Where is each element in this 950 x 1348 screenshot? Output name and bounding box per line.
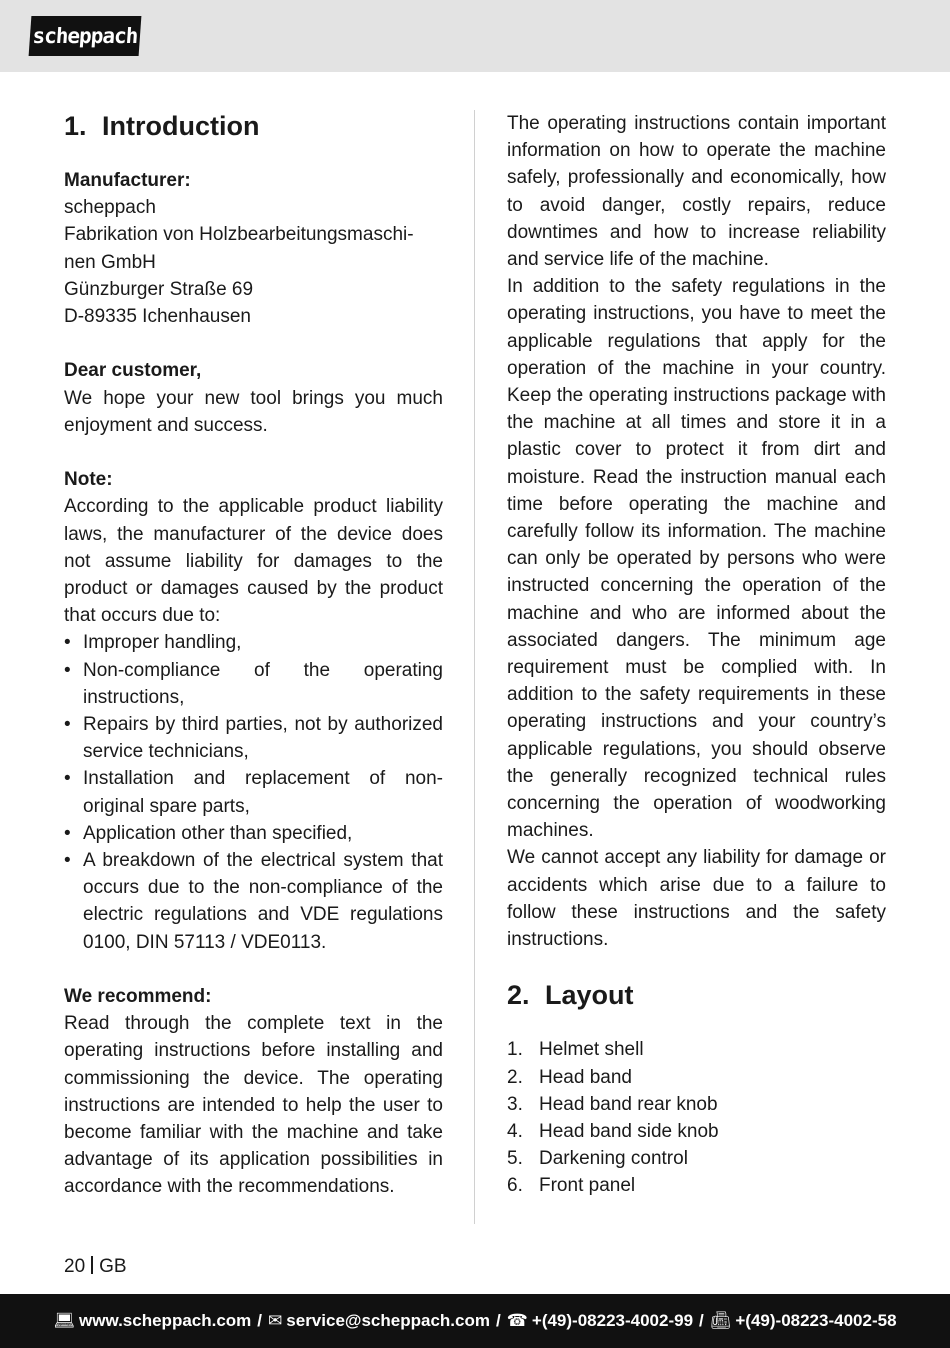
note-block xyxy=(64,466,443,956)
scheppach-logo xyxy=(29,16,142,56)
item-number: 4. xyxy=(507,1120,523,1142)
layout-parts-list xyxy=(507,1036,886,1199)
section-title: Introduction xyxy=(102,111,260,141)
page-number xyxy=(64,1256,127,1278)
section-number: 1. xyxy=(64,111,87,141)
column-divider xyxy=(474,110,475,1224)
footer-separator: / xyxy=(257,1311,263,1330)
item-number: 3. xyxy=(507,1093,523,1115)
recommend-text: Read through the complete text in the operating instructions before installing and commissioning the device. The operating instructions are intended to help the user to become familiar with the machine and take advantage of its application possibilities in accordance with the recommendations. xyxy=(64,1013,443,1198)
list-item: • Non-compliance of the operating instructions, xyxy=(64,657,443,711)
item-number: 1. xyxy=(507,1039,523,1061)
footer-phone: +(49)-08223-4002-99 xyxy=(531,1311,694,1330)
manufacturer-line: D-89335 Ichenhausen xyxy=(64,306,251,328)
list-item xyxy=(507,1064,886,1091)
list-item xyxy=(507,1145,886,1172)
item-number: 5. xyxy=(507,1148,523,1170)
section-heading-layout xyxy=(507,979,886,1011)
recommend-block xyxy=(64,983,443,1201)
dear-customer-text: We hope your new tool brings you much enjoyment and success. xyxy=(64,387,443,436)
page-footer xyxy=(0,1294,950,1348)
item-label: Darkening control xyxy=(539,1148,688,1170)
section-heading-introduction xyxy=(64,110,443,142)
page-language: GB xyxy=(99,1256,127,1277)
list-item: • A breakdown of the electrical system that occurs due to the non-compliance of the electric regulations and VDE regulations 0100, DIN 57113 / VDE0113. xyxy=(64,847,443,956)
item-label: Front panel xyxy=(539,1175,636,1197)
section-title: Layout xyxy=(545,980,634,1011)
fax-icon: 📠︎ xyxy=(709,1311,732,1330)
left-column xyxy=(64,110,443,1201)
manufacturer-block xyxy=(64,167,443,330)
item-label: Head band side knob xyxy=(539,1120,719,1142)
note-label: Note: xyxy=(64,469,113,491)
page-number-value: 20 xyxy=(64,1256,86,1277)
manufacturer-line: scheppach xyxy=(64,197,156,219)
list-item: • Repairs by third parties, not by authorized service technicians, xyxy=(64,711,443,765)
computer-icon: 💻︎ xyxy=(53,1311,76,1330)
dear-customer-label: Dear customer, xyxy=(64,360,202,382)
list-item: • Application other than specified, xyxy=(64,820,443,847)
right-column xyxy=(507,110,886,1200)
list-item xyxy=(507,1091,886,1118)
list-item xyxy=(507,1118,886,1145)
manufacturer-label: Manufacturer: xyxy=(64,170,191,191)
regulations-paragraph: In addition to the safety regulations in the operating instructions, you have to meet the applicable regulations that apply for the operation of the machine in your country. Keep the operating instructions package with the machine at all times and store it in a plastic cover to protect it from dirt and moisture. Read the instruction manual each time before operating the machine and carefully follow its information. The machine can only be operated by persons who were instructed concerning the operation of the machine and who are informed about the associated dangers. The minimum age requirement must be complied with. In addition to the safety requirements in these operating instructions and your country’s applicable regulations, you should observe the generally recognized technical rules concerning the operation of woodworking machines. xyxy=(507,276,886,842)
item-label: Head band xyxy=(539,1066,632,1088)
logo-text: scheppach xyxy=(31,24,139,48)
footer-fax: +(49)-08223-4002-58 xyxy=(735,1311,897,1330)
list-item xyxy=(507,1036,886,1063)
dear-customer-block xyxy=(64,357,443,439)
footer-separator: / xyxy=(699,1311,704,1330)
item-number: 2. xyxy=(507,1066,523,1088)
manufacturer-line: Fabrikation von Holzbearbeitungsmaschi- xyxy=(64,224,414,246)
liability-paragraph: We cannot accept any liability for damage or accidents which arise due to a failure to follow these instructions and the safety instructions. xyxy=(507,847,886,951)
footer-website[interactable]: www.scheppach.com xyxy=(79,1311,252,1330)
note-list xyxy=(64,629,443,955)
section-number: 2. xyxy=(507,980,530,1011)
page-header xyxy=(0,0,950,72)
instructions-paragraph: The operating instructions contain important information on how to operate the machine safely, professionally and economically, how to avoid danger, costly repairs, reduce downtimes and how to increase reliability and service life of the machine. xyxy=(507,113,886,271)
manufacturer-line: nen GmbH xyxy=(64,251,156,273)
item-number: 6. xyxy=(507,1175,523,1197)
list-item: • Installation and replacement of non-original spare parts, xyxy=(64,765,443,819)
item-label: Head band rear knob xyxy=(539,1093,718,1115)
note-text: According to the applicable product liability laws, the manufacturer of the device does not assume liability for damages to the product or damages caused by the product that occurs due to: xyxy=(64,496,443,627)
recommend-label: We recommend: xyxy=(64,986,212,1008)
list-item: • Improper handling, xyxy=(64,629,443,656)
list-item xyxy=(507,1172,886,1199)
phone-icon: ☎︎ xyxy=(506,1311,528,1330)
footer-email[interactable]: service@scheppach.com xyxy=(286,1311,490,1330)
email-icon: ✉︎ xyxy=(268,1311,283,1330)
manufacturer-line: Günzburger Straße 69 xyxy=(64,278,254,300)
footer-separator: / xyxy=(495,1311,501,1330)
item-label: Helmet shell xyxy=(539,1039,644,1061)
